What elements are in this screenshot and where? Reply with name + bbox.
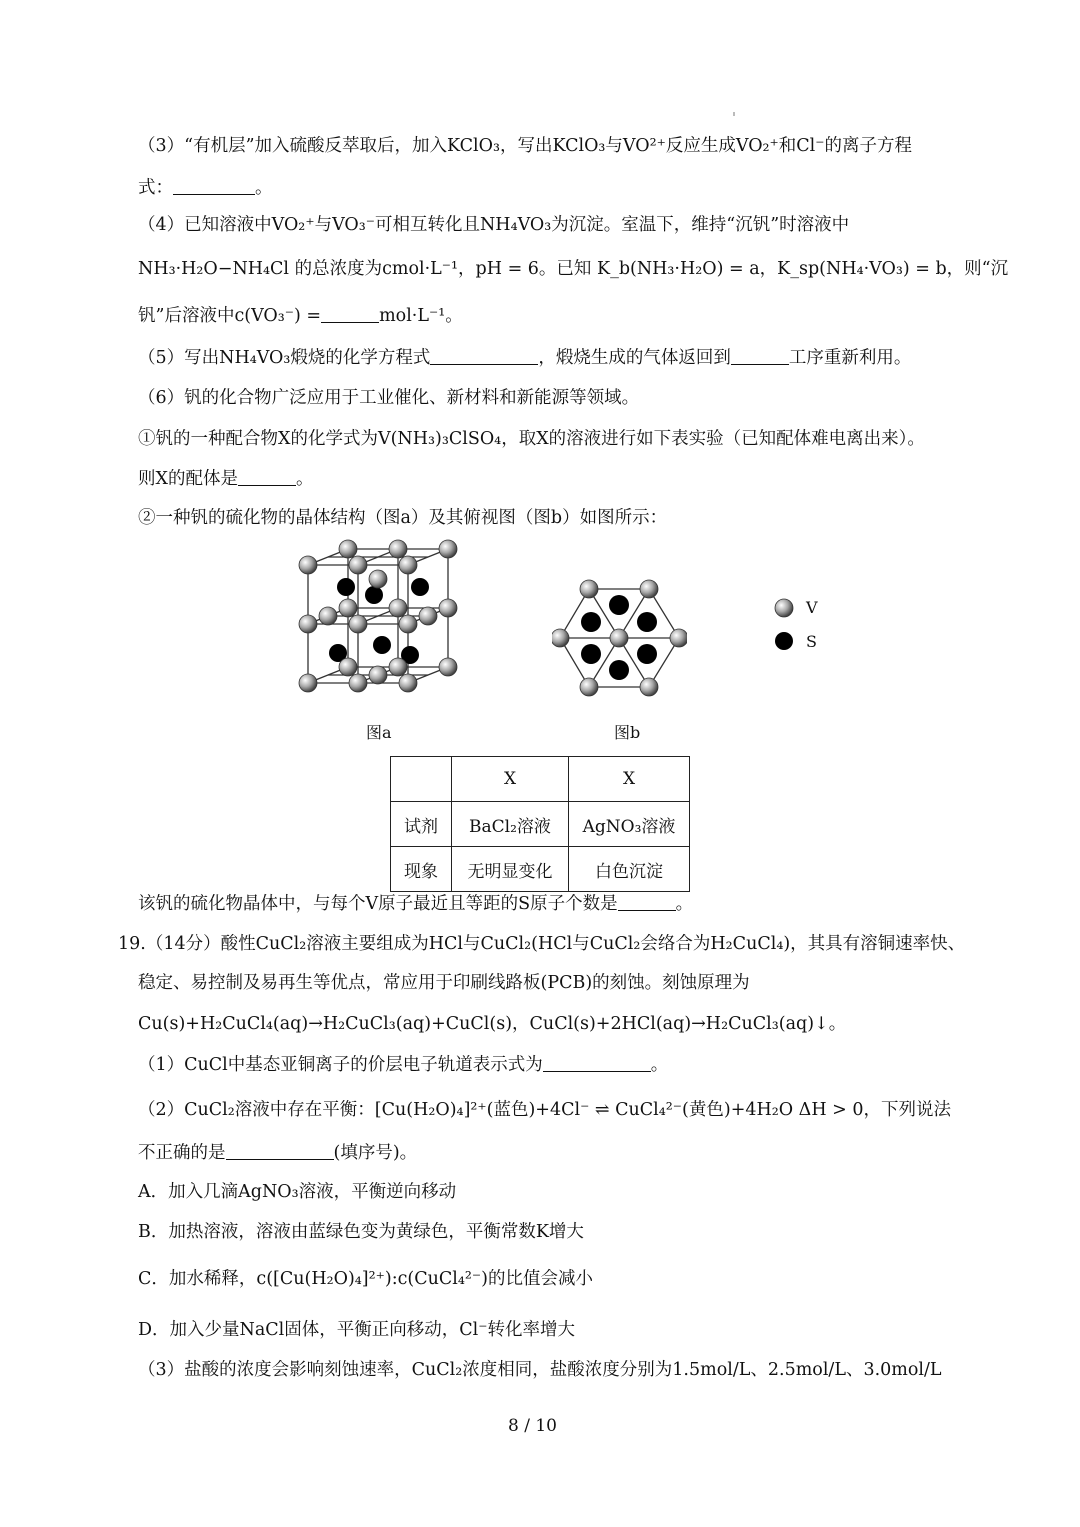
table-cell: 现象 bbox=[391, 847, 452, 892]
answer-blank[interactable] bbox=[543, 1055, 651, 1072]
table-cell: BaCl₂溶液 bbox=[452, 802, 569, 847]
v-atom bbox=[580, 678, 598, 696]
table-header-row bbox=[391, 757, 690, 802]
q18-part4-line3: 钒”后溶液中c(VO₃⁻) = mol·L⁻¹。 bbox=[138, 306, 463, 326]
q19-intro-line1: 19.（14分）酸性CuCl₂溶液主要组成为HCl与CuCl₂(HCl与CuCl₂会络合为H₂CuCl₄)，其具有溶铜速率快、 bbox=[118, 934, 966, 954]
crystal-structure-figure-a bbox=[290, 535, 470, 710]
crystal-top-view-figure-b bbox=[552, 578, 687, 698]
table-header-cell: X bbox=[569, 757, 690, 802]
q19-option-c: C．加水稀释，c([Cu(H₂O)₄]²⁺):c(CuCl₄²⁻)的比值会减小 bbox=[138, 1269, 593, 1289]
q19-part3: （3）盐酸的浓度会影响刻蚀速率，CuCl₂浓度相同，盐酸浓度分别为1.5mol/L、2.5mol/L、3.0mol/L bbox=[138, 1360, 942, 1380]
table-cell: 试剂 bbox=[391, 802, 452, 847]
q18-part3-line2: 式： 。 bbox=[138, 178, 273, 198]
q18-part4-line1: （4）已知溶液中VO₂⁺与VO₃⁻可相互转化且NH₄VO₃为沉淀。室温下，维持“沉钒”时溶液中 bbox=[138, 215, 850, 235]
legend-s-atom-icon bbox=[775, 632, 793, 650]
q18-part6-line1: （6）钒的化合物广泛应用于工业催化、新材料和新能源等领域。 bbox=[138, 388, 640, 408]
atom-legend bbox=[772, 596, 798, 656]
q19-reaction-equations: Cu(s)+H₂CuCl₄(aq)→H₂CuCl₃(aq)+CuCl(s)，CuCl(s)+2HCl(aq)→H₂CuCl₃(aq)↓。 bbox=[138, 1014, 847, 1034]
s-atom bbox=[373, 636, 391, 654]
answer-blank[interactable] bbox=[238, 469, 296, 486]
s-atom bbox=[637, 612, 657, 632]
table-cell: 无明显变化 bbox=[452, 847, 569, 892]
q19-option-d: D．加入少量NaCl固体，平衡正向移动，Cl⁻转化率增大 bbox=[138, 1320, 575, 1340]
v-atom bbox=[339, 658, 357, 676]
q18-part4-line2: NH₃·H₂O−NH₄Cl 的总浓度为cmol·L⁻¹，pH = 6。已知 K_b(NH₃·H₂O) = a，K_sp(NH₄·VO₃) = b，则“沉 bbox=[138, 259, 1009, 279]
q18-part6-sub1-line2: 则X的配体是 。 bbox=[138, 469, 314, 489]
q19-part1: （1）CuCl中基态亚铜离子的价层电子轨道表示式为 。 bbox=[138, 1055, 669, 1075]
v-atom bbox=[369, 666, 387, 684]
table-header-cell: X bbox=[452, 757, 569, 802]
legend-s-label: S bbox=[806, 632, 817, 651]
table-row bbox=[391, 847, 690, 892]
q18-part5: （5）写出NH₄VO₃煅烧的化学方程式 ，煅烧生成的气体返回到 工序重新利用。 bbox=[138, 348, 912, 368]
answer-blank[interactable] bbox=[618, 894, 676, 911]
q18-part6-sub1-line1: ①钒的一种配合物X的化学式为V(NH₃)₃ClSO₄，取X的溶液进行如下表实验（已知配体难电离出来）。 bbox=[138, 429, 925, 449]
page-number: 8 / 10 bbox=[508, 1416, 557, 1436]
q19-part2-line2: 不正确的是 (填序号)。 bbox=[138, 1143, 418, 1163]
v-atom bbox=[419, 607, 437, 625]
q19-intro-line2: 稳定、易控制及易再生等优点，常应用于印刷线路板(PCB)的刻蚀。刻蚀原理为 bbox=[138, 973, 750, 993]
s-atom bbox=[637, 644, 657, 664]
v-atom bbox=[349, 556, 367, 574]
v-atom bbox=[439, 599, 457, 617]
v-atom bbox=[640, 678, 658, 696]
v-atom bbox=[399, 674, 417, 692]
v-atom bbox=[399, 615, 417, 633]
s-atom bbox=[337, 578, 355, 596]
s-atom bbox=[609, 595, 629, 615]
answer-blank[interactable] bbox=[321, 306, 379, 323]
q19-part2-line1: （2）CuCl₂溶液中存在平衡：[Cu(H₂O)₄]²⁺(蓝色)+4Cl⁻ ⇌ CuCl₄²⁻(黄色)+4H₂O ΔH > 0，下列说法 bbox=[138, 1100, 951, 1120]
v-atom bbox=[399, 556, 417, 574]
v-atom bbox=[369, 570, 387, 588]
v-atom bbox=[339, 540, 357, 558]
table-row bbox=[391, 802, 690, 847]
answer-blank[interactable] bbox=[430, 348, 538, 365]
figure-b-caption: 图b bbox=[614, 723, 641, 742]
v-atom bbox=[319, 607, 337, 625]
v-atom bbox=[610, 629, 628, 647]
q19-option-a: A．加入几滴AgNO₃溶液，平衡逆向移动 bbox=[138, 1182, 457, 1202]
s-atom bbox=[365, 586, 383, 604]
table-header-cell bbox=[391, 757, 452, 802]
v-atom bbox=[552, 629, 569, 647]
answer-blank[interactable] bbox=[226, 1143, 334, 1160]
q19-option-b: B．加热溶液，溶液由蓝绿色变为黄绿色，平衡常数K增大 bbox=[138, 1222, 584, 1242]
v-atom bbox=[349, 615, 367, 633]
v-atom bbox=[640, 580, 658, 598]
v-atom bbox=[299, 674, 317, 692]
v-atom bbox=[670, 629, 687, 647]
v-atom bbox=[439, 540, 457, 558]
answer-blank[interactable] bbox=[731, 348, 789, 365]
v-atom bbox=[299, 556, 317, 574]
legend-v-atom-icon bbox=[775, 599, 793, 617]
table-cell: 白色沉淀 bbox=[569, 847, 690, 892]
s-atom bbox=[581, 644, 601, 664]
v-atom bbox=[580, 580, 598, 598]
figure-a-caption: 图a bbox=[366, 723, 392, 742]
v-atom bbox=[389, 599, 407, 617]
legend-v-label: V bbox=[806, 598, 818, 617]
scan-mark bbox=[733, 112, 735, 116]
s-atom bbox=[609, 660, 629, 680]
v-atom bbox=[349, 674, 367, 692]
q18-part6-sub2-question: 该钒的硫化物晶体中，与每个V原子最近且等距的S原子个数是 。 bbox=[138, 894, 694, 914]
v-atom bbox=[389, 540, 407, 558]
v-atom bbox=[339, 599, 357, 617]
s-atom bbox=[581, 612, 601, 632]
q18-part3-line1: （3）“有机层”加入硫酸反萃取后，加入KClO₃，写出KClO₃与VO²⁺反应生成VO₂⁺和Cl⁻的离子方程 bbox=[138, 136, 913, 156]
s-atom bbox=[411, 578, 429, 596]
v-atom bbox=[389, 658, 407, 676]
answer-blank[interactable] bbox=[173, 178, 255, 195]
v-atom bbox=[439, 658, 457, 676]
experiment-table bbox=[390, 756, 690, 892]
table-cell: AgNO₃溶液 bbox=[569, 802, 690, 847]
v-atom bbox=[299, 615, 317, 633]
q18-part6-sub2-line1: ②一种钒的硫化物的晶体结构（图a）及其俯视图（图b）如图所示： bbox=[138, 508, 668, 528]
